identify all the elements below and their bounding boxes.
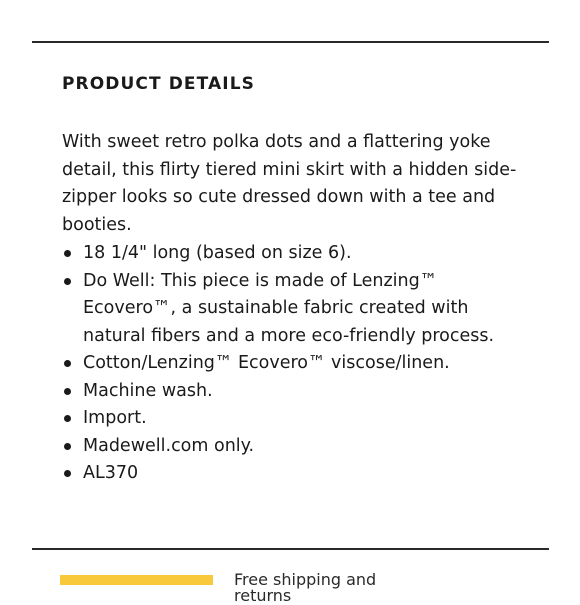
list-item: AL370: [62, 460, 532, 488]
list-item: Machine wash.: [62, 378, 532, 406]
list-item: Import.: [62, 405, 532, 433]
list-item: Do Well: This piece is made of Lenzing™ Ecovero™, a sustainable fabric created with natural fibers and a more eco-friendly process.: [62, 268, 532, 351]
top-divider: [32, 41, 549, 43]
partial-footer-text: Free shipping and returns: [234, 570, 377, 605]
bottom-divider: [32, 548, 549, 550]
product-details-list: [62, 240, 532, 488]
list-item: 18 1/4" long (based on size 6).: [62, 240, 532, 268]
product-details-heading: PRODUCT DETAILS: [62, 74, 255, 94]
list-item: Cotton/Lenzing™ Ecovero™ viscose/linen.: [62, 350, 532, 378]
yellow-action-button[interactable]: [60, 575, 213, 585]
product-description: With sweet retro polka dots and a flattering yoke detail, this flirty tiered mini skirt with a hidden side-zipper looks so cute dressed down with a tee and booties.: [62, 132, 517, 235]
list-item: Madewell.com only.: [62, 433, 532, 461]
